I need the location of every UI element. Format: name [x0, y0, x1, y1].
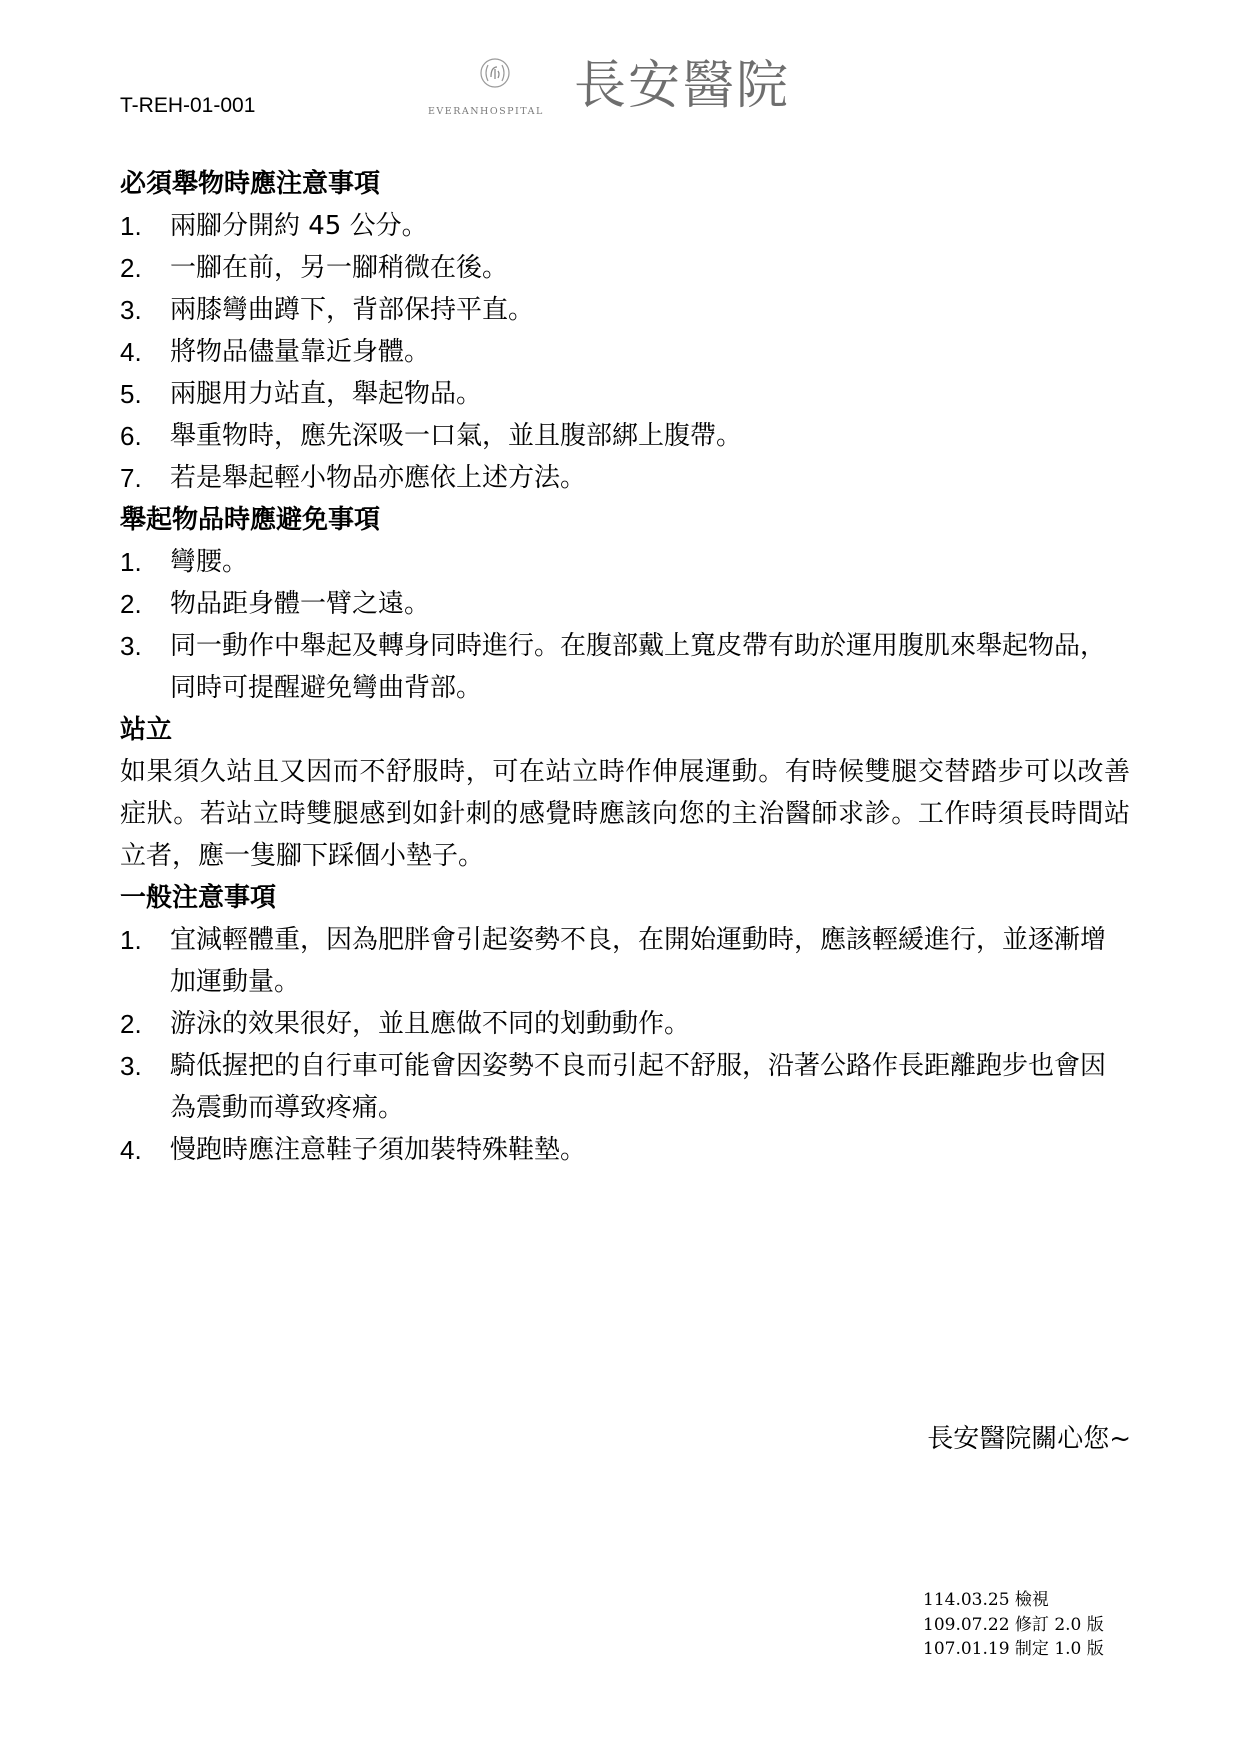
section-heading: 站立 — [120, 715, 173, 745]
item-text: 宜減輕體重，因為肥胖會引起姿勢不良，在開始運動時，應該輕緩進行，並逐漸增加運動量。 — [170, 925, 1107, 997]
item-text: 物品距身體一臂之遠。 — [170, 589, 431, 619]
item-number: 2. — [120, 253, 142, 283]
list-item — [120, 331, 1130, 373]
list-item — [120, 583, 1130, 625]
hospital-logo — [428, 56, 828, 124]
list-item — [120, 457, 1130, 499]
revision-entry: 109.07.22 修訂 2.0 版 — [923, 1614, 1104, 1635]
item-text: 同一動作中舉起及轉身同時進行。在腹部戴上寬皮帶有助於運用腹肌來舉起物品，同時可提醒避免彎曲背部。 — [170, 631, 1107, 703]
item-text: 兩腳分開約 45 公分。 — [170, 211, 428, 241]
list-item — [120, 205, 1130, 247]
item-text: 騎低握把的自行車可能會因姿勢不良而引起不舒服，沿著公路作長距離跑步也會因為震動而導致疼痛。 — [170, 1051, 1107, 1123]
item-text: 游泳的效果很好，並且應做不同的划動動作。 — [170, 1009, 691, 1039]
item-text: 若是舉起輕小物品亦應依上述方法。 — [170, 463, 587, 493]
item-text: 慢跑時應注意鞋子須加裝特殊鞋墊。 — [170, 1135, 587, 1165]
general-precautions-list — [120, 919, 1130, 1171]
lifting-precautions-list — [120, 205, 1130, 499]
section-heading: 必須舉物時應注意事項 — [120, 169, 381, 199]
item-number: 1. — [120, 547, 142, 577]
hospital-emblem-icon — [478, 56, 512, 90]
logo-english-name: EVERANHOSPITAL — [428, 106, 544, 117]
list-item — [120, 1129, 1130, 1171]
item-number: 7. — [120, 463, 142, 493]
item-number: 1. — [120, 211, 142, 241]
closing-message: 長安醫院關心您~ — [927, 1424, 1131, 1454]
list-item — [120, 919, 1130, 1003]
section-heading: 舉起物品時應避免事項 — [120, 505, 381, 535]
item-number: 2. — [120, 1009, 142, 1039]
item-text: 一腳在前，另一腳稍微在後。 — [170, 253, 509, 283]
list-item — [120, 247, 1130, 289]
item-text: 舉重物時，應先深吸一口氣，並且腹部綁上腹帶。 — [170, 421, 743, 451]
list-item — [120, 373, 1130, 415]
item-number: 2. — [120, 589, 142, 619]
standing-paragraph: 如果須久站且又因而不舒服時，可在站立時作伸展運動。有時候雙腿交替踏步可以改善症狀。若站立時雙腿感到如針刺的感覺時應該向您的主治醫師求診。工作時須長時間站立者，應一隻腳下踩個小墊子。 — [120, 757, 1130, 871]
list-item — [120, 289, 1130, 331]
item-number: 6. — [120, 421, 142, 451]
revision-entry: 114.03.25 檢視 — [923, 1590, 1049, 1610]
list-item — [120, 541, 1130, 583]
item-text: 將物品儘量靠近身體。 — [170, 337, 431, 367]
list-item — [120, 1045, 1130, 1129]
item-number: 4. — [120, 1135, 142, 1165]
item-text: 兩腿用力站直，舉起物品。 — [170, 379, 483, 409]
document-code: T-REH-01-001 — [120, 94, 256, 117]
list-item — [120, 415, 1130, 457]
revision-entry: 107.01.19 制定 1.0 版 — [923, 1639, 1104, 1659]
item-number: 4. — [120, 337, 142, 367]
item-number: 3. — [120, 631, 142, 661]
item-number: 5. — [120, 379, 142, 409]
item-number: 3. — [120, 295, 142, 325]
document-body — [120, 163, 1130, 1171]
lifting-avoid-list — [120, 541, 1130, 709]
revision-history — [923, 1588, 1104, 1662]
list-item — [120, 1003, 1130, 1045]
item-text: 兩膝彎曲蹲下，背部保持平直。 — [170, 295, 535, 325]
section-heading: 一般注意事項 — [120, 883, 277, 913]
item-number: 1. — [120, 925, 142, 955]
item-number: 3. — [120, 1051, 142, 1081]
list-item — [120, 625, 1130, 709]
logo-chinese-name: 長安醫院 — [574, 56, 791, 116]
item-text: 彎腰。 — [170, 547, 249, 577]
